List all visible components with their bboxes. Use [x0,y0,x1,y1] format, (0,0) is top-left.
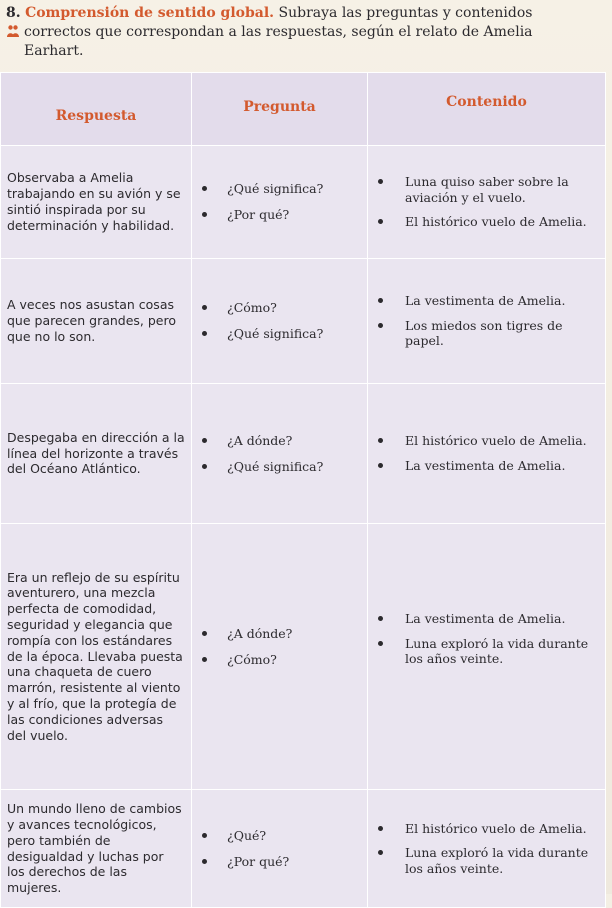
pregunta-text: ¿A dónde? [227,626,293,641]
bullet-icon [202,186,207,191]
header-pregunta: Pregunta [192,73,368,146]
bullet-icon [378,641,383,646]
pregunta-option[interactable] [198,626,361,642]
bullet-icon [378,438,383,443]
table-row [1,259,606,384]
respuesta-cell: Observaba a Amelia trabajando en su avión y se sintió inspirada por su determinación y habilidad. [1,146,192,259]
exercise-number: 8. [6,5,21,21]
pregunta-option[interactable] [198,828,361,844]
bullet-icon [202,657,207,662]
table-header-row [1,73,606,146]
pregunta-text: ¿A dónde? [227,432,293,448]
contenido-option[interactable] [374,845,599,876]
pregunta-text: ¿Qué significa? [227,181,324,197]
table-row [1,384,606,524]
contenido-text: El histórico vuelo de Amelia. [405,433,587,449]
table-row [1,146,606,259]
contenido-text: El histórico vuelo de Amelia. [405,214,587,230]
contenido-text: El histórico vuelo de Amelia. [405,820,587,836]
contenido-option[interactable] [374,318,599,349]
contenido-option[interactable] [374,821,599,837]
answer-table [0,72,606,908]
bullet-icon [202,859,207,864]
bullet-icon [202,331,207,336]
contenido-option[interactable] [374,293,599,309]
contenido-option[interactable] [374,174,599,205]
contenido-cell [368,146,606,259]
pregunta-cell [192,790,368,908]
contenido-option[interactable] [374,636,599,667]
exercise-header [6,4,606,61]
header-contenido: Contenido [368,73,606,146]
pregunta-option[interactable] [198,207,361,223]
pregunta-text: ¿Por qué? [227,207,290,222]
bullet-icon [202,464,207,469]
pregunta-text: ¿Cómo? [227,300,277,316]
contenido-cell [368,259,606,384]
pair-work-icon [6,24,20,38]
table-row [1,524,606,790]
bullet-icon [202,833,207,838]
instruction-line-2: correctos que correspondan a las respuestas, según el relato de Amelia [24,24,533,40]
pregunta-option[interactable] [198,652,361,668]
bullet-icon [378,616,383,621]
table-row [1,790,606,908]
instruction-line-3: Earhart. [24,43,84,59]
pregunta-text: ¿Qué significa? [227,458,324,474]
pregunta-option[interactable] [198,854,361,870]
contenido-option[interactable] [374,611,599,627]
contenido-cell [368,524,606,790]
pregunta-text: ¿Cómo? [227,651,277,667]
pregunta-cell [192,259,368,384]
contenido-text: Luna exploró la vida durante los años veinte. [405,845,589,876]
bullet-icon [378,179,383,184]
contenido-cell [368,790,606,908]
contenido-text: La vestimenta de Amelia. [405,611,566,626]
respuesta-cell: A veces nos asustan cosas que parecen grandes, pero que no lo son. [1,259,192,384]
pregunta-text: ¿Qué significa? [227,326,324,341]
bullet-icon [378,219,383,224]
bullet-icon [202,631,207,636]
answer-table-container [0,72,612,894]
bullet-icon [378,850,383,855]
contenido-option[interactable] [374,214,599,230]
bullet-icon [378,323,383,328]
bullet-icon [378,298,383,303]
respuesta-cell: Despegaba en dirección a la línea del horizonte a través del Océano Atlántico. [1,384,192,524]
contenido-text: Luna quiso saber sobre la aviación y el vuelo. [405,174,569,205]
pregunta-cell [192,146,368,259]
pregunta-option[interactable] [198,326,361,342]
pregunta-option[interactable] [198,181,361,197]
header-respuesta: Respuesta [1,73,192,146]
pregunta-option[interactable] [198,300,361,316]
bullet-icon [202,212,207,217]
bullet-icon [202,305,207,310]
pregunta-text: ¿Por qué? [227,853,290,869]
respuesta-cell: Un mundo lleno de cambios y avances tecnológicos, pero también de desigualdad y luchas por los derechos de las mujeres. [1,790,192,908]
contenido-option[interactable] [374,458,599,474]
pregunta-cell [192,384,368,524]
contenido-cell [368,384,606,524]
contenido-text: Luna exploró la vida durante los años veinte. [405,635,589,667]
contenido-option[interactable] [374,433,599,449]
pregunta-option[interactable] [198,433,361,449]
instruction-line-1: Subraya las preguntas y contenidos [278,5,533,21]
contenido-text: Los miedos son tigres de papel. [405,317,563,349]
contenido-text: La vestimenta de Amelia. [405,293,566,309]
pregunta-cell [192,524,368,790]
bullet-icon [202,438,207,443]
pregunta-text: ¿Qué? [227,827,267,843]
bullet-icon [378,463,383,468]
respuesta-cell: Era un reflejo de su espíritu aventurero, una mezcla perfecta de comodidad, seguridad y elegancia que rompía con los estándares de la época. Llevaba puesta una chaqueta de cuero marrón, resistente al viento y al frío, que la protegía de las condiciones adversas del vuelo. [1,524,192,790]
pregunta-option[interactable] [198,459,361,475]
contenido-text: La vestimenta de Amelia. [405,458,566,473]
bullet-icon [378,826,383,831]
exercise-title: Comprensión de sentido global. [25,5,275,21]
